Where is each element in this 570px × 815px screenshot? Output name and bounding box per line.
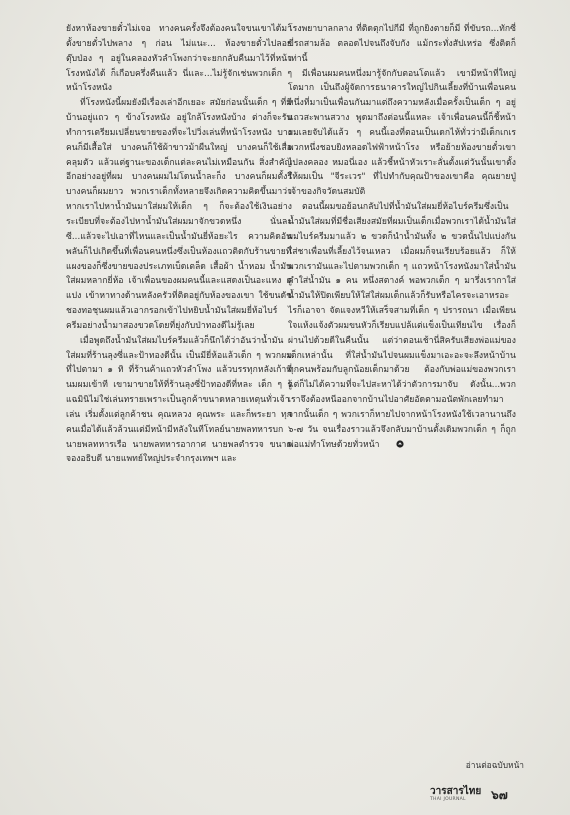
paragraph: ที่โรงหนังนี้ผมยังมีเรื่องเล่าอีกเยอะ สมัยก่อนนั้นเด็ก ๆ ที่มีบ้านอยู่แถว ๆ ข้างโรงหนัง อยู่ใกล้โรงหนังบ้าง ต่างก็จะรับทำการเตรียมเปลี่ยนขายของที่จะไปวิ่งเล่นที่หน้าโรงหนัง บางคนก็มีเสื้อใส่ บางคนก็ใช้ผ้าขาวม้าผืนใหญ่ บางคนก็ใช้เสื่อคลุมตัว แล้วแต่ฐานะของเด็กแต่ละคนไม่เหมือนกัน สิ่งสำคัญอีกอย่างอยู่ที่ผม บางคนผมไม่โดนน้ำละก็ง บางคนก็ผมตั้งรึ บางคนก็ผมยาว พวกเราเด็กทั้งหลายจึงเกิดความคิดขึ้นมาว่าหากเราไปหาน้ำมันมาใส่ผมให้เด็ก ๆ ก็จะต้องใช้เงินอย่างระเบียบที่จะต้องไปหาน้ำมันใส่ผมมาจักขวดหนึ่ง นั่นละซี...แล้วจะไปเอาที่ไหนและเป็นน้ำมันยี่ห้อยะไร ความคิดอันพลันก็ไปเกิดขึ้นที่เพื่อนคนหนึ่งซึ่งเป็นห้องแถวติดกับร้านขายที่แผงของก็ซึ่งขายของประเภทเบ็ดเตล็ด เสื้อผ้า น้ำหอม น้ำมันใส่ผมหลากยี่ห้อ เจ้าเพื่อนของผมคนนี้และแสดงเป็นอะแหง ดูแปง เข้าหาทางด้านหลังครัวที่ติดอยู่กับห้องของเขา ใช้ขนดัชชองทอชุนผมแล้วเอากรอกเข้าไปหยิบน้ำมันใส่ผมยี่ห้อไบร์ครีมอย่างน้ำมาสองขวดโดยที่ยุ่งกับป่าทองดีไม่รู้เลย: [66, 98, 292, 331]
right-text-column: [288, 22, 516, 452]
paragraph: เมื่อพูดถึงน้ำมันใส่ผมไบร์ครีมแล้วก็นึกได้ว่าอันว่าน้ำมันใส่ผมที่ร้านลุงซี่และป้าทองดีนั้น เป็นมียี่ห้อแล้วเด็ก ๆ พวกผมที่ไปตามา ๑ ทิ ที่ร้านค้าแถวหัวลำโพง แล้วบรรทุกหลังเก้าที่นมผมเข้าที เขามาขายให้ที่ร้านลุงซี่ป้าทองดีที่หละ เด็ก ๆ รู้แฉมินิไม่ใช่เล่นทรายเพราะเป็นลูกค้าขนาดหลายเหตุนทั่วเจ้าเล่น เริ่มตั้งแต่ลูกค้าชน คุณหลวง คุณพระ และก็พระยา ทุกคนเมื่อได้แล้วล้วนแต่มีหน้ามีหลังในทีโทลย์นายพลทหารบก นายพลทหารเรือ นายพลทหารอากาศ นายพลตำรวจ ขนาดจองอธิบดี นายแพทย์ใหญ่ประจำกรุงเทพฯ และ: [66, 335, 292, 465]
magazine-subtitle: THAI JOURNAL: [430, 797, 466, 802]
end-mark-icon: [382, 439, 390, 447]
continued-next-issue: อ่านต่อฉบับหน้า: [465, 760, 524, 770]
left-text-column: [66, 22, 292, 467]
magazine-name: วารสารไทย: [430, 786, 482, 797]
paragraph: มีเพื่อนผมคนหนึ่งมารู้จักกับตอนโตแล้ว เขามีหน้าที่ใหญ่โตมาก เป็นถึงผู้จัดการธนาคารใหญ่ไปกินเลี้ยงที่บ้านเพื่อนคนหนึ่งที่มาเป็นเพื่อนกันมาแต่ถึงความหลังเมื่อครั้งเป็นเด็ก ๆ อยู่แถวสะพานสวาง พูดมาถึงต่อนนี้แหละ เจ้าเพื่อนคนนี้ก็ชี้หน้าผมเลยจับได้แล้ว ๆ คนนี้เองที่ตอนเป็นเดกไห้ทั่วว่ามีเด็กเกเรพวกหนึ่งชอบยิงหลอดไฟฟ้าหน้าโรง หรือย้ายห้องขายตั๋วเขาไปลงคลอง หมอนี่เอง แล้วชี้หน้าหัวเราะลั่นตั้งแต่วันนั้นเขาตั้งให้ผมเป็น "จีระเวร" ที่ไปทำกับคุณป้าของเขาคือ คุณยายปู่เจ้าของกิจวัดนสมบัติ: [288, 68, 516, 198]
page-folio: [430, 786, 508, 802]
paragraph: [288, 200, 516, 452]
paragraph: โรงพยาบาลกลาง ที่ติดตุกไปกีมี ที่ถูกยิงตายก็มี ที่ขับรถ...ทักซี่ ขี่รถสามล้อ ตลอดไปจนถึงจับกัง แม้กระทั่งสัปเหร่อ ซึ่งติดก็เท่านี้: [288, 24, 516, 64]
page-number: ๖๗: [491, 788, 508, 802]
magazine-logo: [430, 786, 481, 802]
paragraph-text: ตอนนี้ผมขอย้อนกลับไปที่น้ำมันใส่ผมยี่ห้อไบร์ครีมซึ่งเป็นน้ำมันใส่ผมที่มีชื่อเสียงสมัยที่ผมเป็นเด็กเมื่อพวกเราได้น้ำมันใส่ผมไบร์ครีมมาแล้ว ๒ ขวดก็นำน้ำมันทั้ง ๒ ขวดนั้นไปแบ่งกันใส่ชาเพื่อนที่เลี้ยงไว้จนเหลว เมื่อผมก็จนเรียบร้อยแล้ว ก็ให้พวกเรามันและไปตามพวกเด็ก ๆ แถวหน้าโรงหนังมาใส่น้ำมันคำใส่น้ำมัน ๑ คน หนึ่งสตางค์ พอพวกเด็ก ๆ มารึ่งเรากาใส่น้ำมันให้ปิดเพียบให้ใส่ใส่ผมเด็กแล้วก็รับหรือไครจะเอาหรอะไรก็เอาจา จัดแจงหวีให้เสร็จสามที่เด็ก ๆ ปรารถนา เมื่อเพียนใจแห้งแจ้งตัวผมขนหัวก็เรียบแปล้แต่แข็งเป็นเทียนไข เรื่องก็ผ่านไปด้วยดีในคืนนั้น แต่ว่าตอนเช้านี่สิครับเสียงพ่อแม่ของเด็กเหล่านั้น ที่ใส่น้ำมันไปจนผมแข็งมาเอะอะจะลึงหน้าบ้าน ทุกคนพร้อมกับลูกน้อยเด็กมาด้วย ต้องกับพ่อแม่ของพวกเรา แต่ก็ไม่ได้ความที่จะไปสะหาได้ว่าตัวการมาจับ ดังนั้น...พวกเราจึงต้องหนีออกจากบ้านไปอาศัยอัดตามอนัตพักเลยทำมา จากนั้นเด็ก ๆ พวกเราก็หายไปจากหน้าโรงหนังใช้เวลานานถึง ๖-๗ วัน จนเรื่องราวแล้วจึงกลับมาบ้านตั้งเดิมพวกเด็ก ๆ ก็ถูกพ่อแม่ทำโทษด้วยทั่วหน้า: [288, 202, 516, 450]
paragraph: ยังหาห้องขายตั๋วไม่เจอ ทางคนครั้งจึงต้องคนใจขนเขาได้มาตั้งขายตั๋วไปพลาง ๆ ก่อน ไม่แนะ... ห้องขายตั๋วไปลอยตุ๊บป่อง ๆ อยู่ในคลองหัวลำโพงกว่าจะยกกลับคืนมาไว้ที่หน้าโรงหนังได้ ก็เกือบครึ่งคืนแล้ว นี่และ...ไม่รู้จักเช่นพวกเด็ก ๆ หน้าโรงหนัง: [66, 24, 292, 94]
